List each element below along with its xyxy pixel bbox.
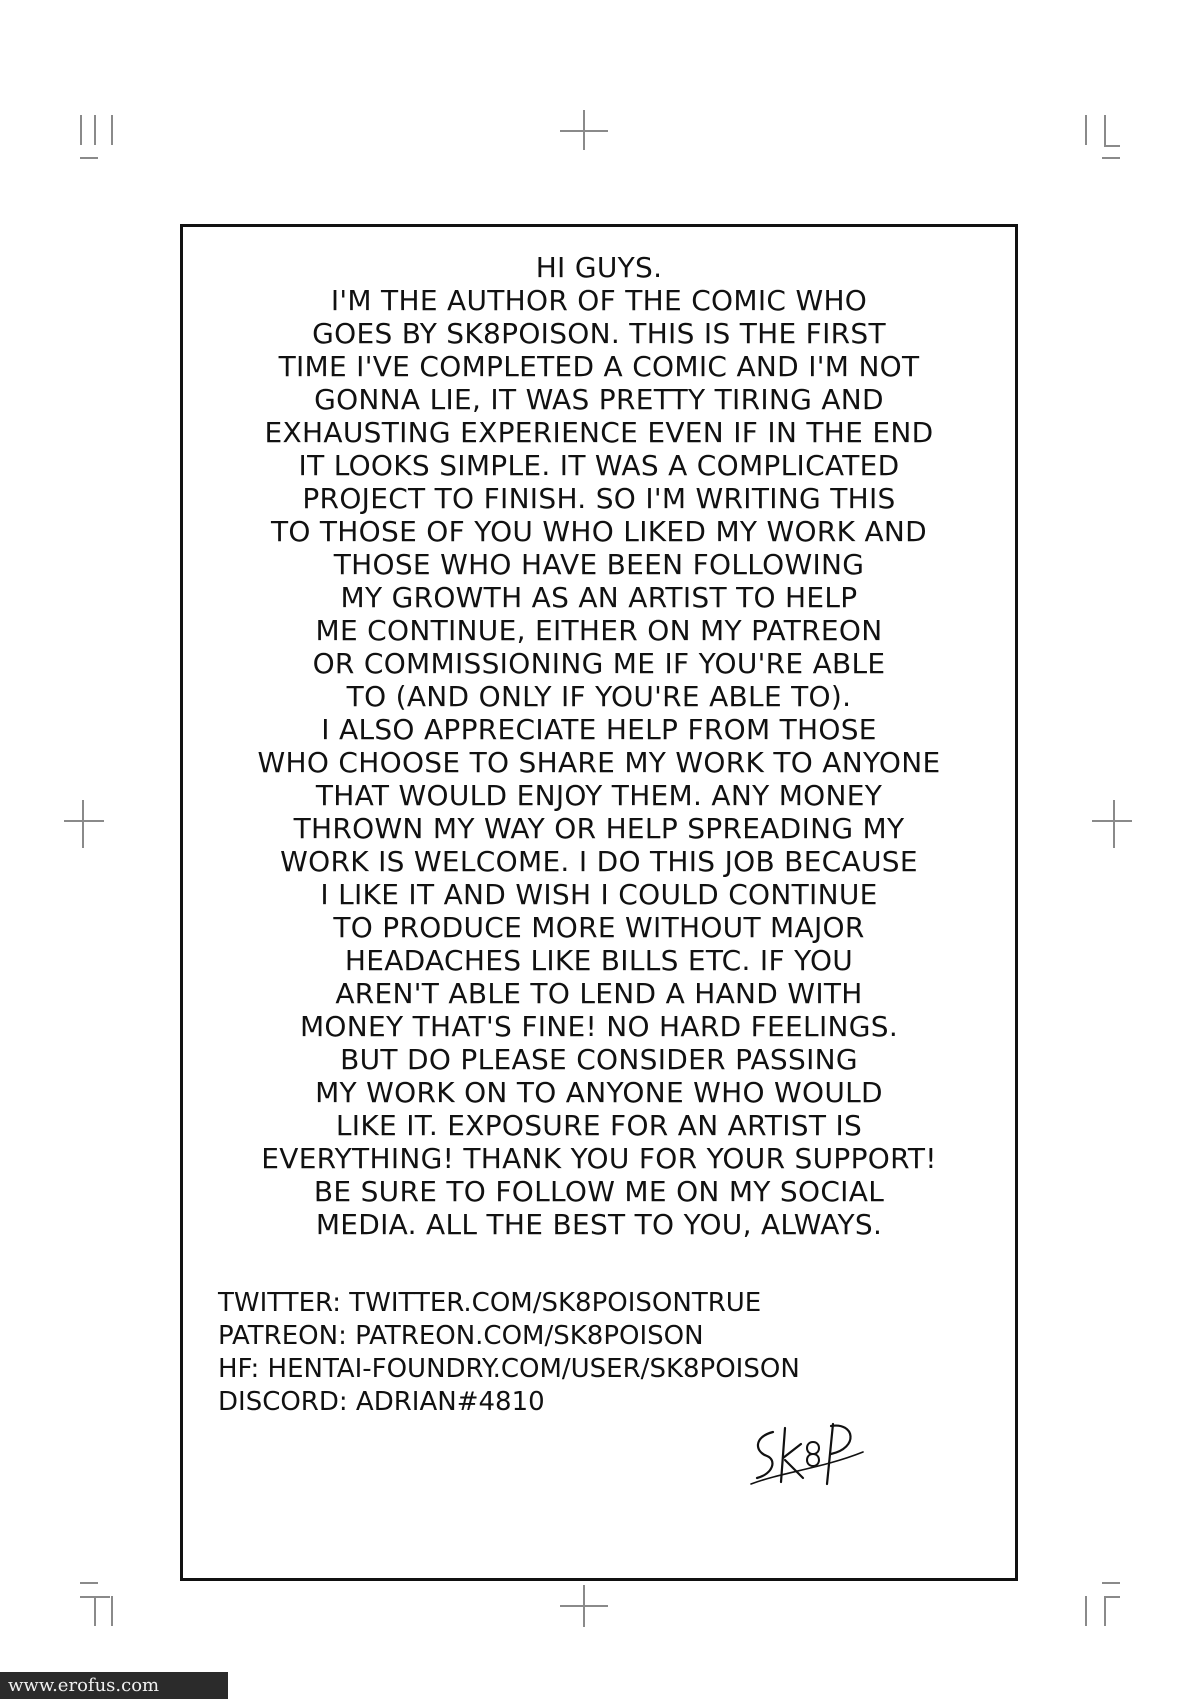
watermark-text[interactable]: www.erofus.com	[8, 1675, 160, 1696]
message-line: OR COMMISSIONING ME IF YOU'RE ABLE	[312, 647, 886, 680]
message-line: I ALSO APPRECIATE HELP FROM THOSE	[321, 713, 877, 746]
message-line: GONNA LIE, IT WAS PRETTY TIRING AND	[314, 383, 884, 416]
message-line: MONEY THAT'S FINE! NO HARD FEELINGS.	[299, 1010, 899, 1043]
watermark-bar	[0, 1672, 228, 1699]
message-line: TIME I'VE COMPLETED A COMIC AND I'M NOT	[278, 350, 920, 383]
message-line: TO PRODUCE MORE WITHOUT MAJOR	[333, 911, 865, 944]
message-line: THROWN MY WAY OR HELP SPREADING MY	[293, 812, 905, 845]
social-links	[218, 1287, 800, 1419]
message-line: THOSE WHO HAVE BEEN FOLLOWING	[333, 548, 865, 581]
message-line: LIKE IT. EXPOSURE FOR AN ARTIST IS	[335, 1109, 863, 1142]
message-line: PROJECT TO FINISH. SO I'M WRITING THIS	[302, 482, 896, 515]
message-line: ME CONTINUE, EITHER ON MY PATREON	[315, 614, 883, 647]
message-line: BUT DO PLEASE CONSIDER PASSING	[340, 1043, 858, 1076]
message-line: I'M THE AUTHOR OF THE COMIC WHO	[330, 284, 868, 317]
message-line: GOES BY SK8POISON. THIS IS THE FIRST	[312, 317, 886, 350]
message-line: HEADACHES LIKE BILLS ETC. IF YOU	[344, 944, 854, 977]
signature-image	[743, 1412, 873, 1492]
message-line: EVERYTHING! THANK YOU FOR YOUR SUPPORT!	[261, 1142, 937, 1175]
hf-link[interactable]: HF: HENTAI-FOUNDRY.COM/USER/SK8POISON	[218, 1354, 800, 1384]
message-line: MEDIA. ALL THE BEST TO YOU, ALWAYS.	[315, 1208, 883, 1241]
message-line: I LIKE IT AND WISH I COULD CONTINUE	[320, 878, 878, 911]
message-line: EXHAUSTING EXPERIENCE EVEN IF IN THE END	[264, 416, 934, 449]
message-line: WHO CHOOSE TO SHARE MY WORK TO ANYONE	[257, 746, 941, 779]
twitter-link[interactable]: TWITTER: TWITTER.COM/SK8POISONTRUE	[218, 1288, 762, 1318]
message-line: WORK IS WELCOME. I DO THIS JOB BECAUSE	[280, 845, 918, 878]
message-line: TO (AND ONLY IF YOU'RE ABLE TO).	[346, 680, 852, 713]
message-line: TO THOSE OF YOU WHO LIKED MY WORK AND	[270, 515, 928, 548]
message-line: HI GUYS.	[535, 251, 663, 284]
message-line: BE SURE TO FOLLOW ME ON MY SOCIAL	[313, 1175, 885, 1208]
message-line: IT LOOKS SIMPLE. IT WAS A COMPLICATED	[298, 449, 900, 482]
patreon-link[interactable]: PATREON: PATREON.COM/SK8POISON	[218, 1321, 704, 1351]
message-line: THAT WOULD ENJOY THEM. ANY MONEY	[315, 779, 883, 812]
message-line: MY GROWTH AS AN ARTIST TO HELP	[340, 581, 858, 614]
message-line: MY WORK ON TO ANYONE WHO WOULD	[315, 1076, 883, 1109]
message-panel	[180, 224, 1018, 1581]
author-message	[183, 251, 1015, 1241]
discord-handle: DISCORD: ADRIAN#4810	[218, 1387, 545, 1417]
message-line: AREN'T ABLE TO LEND A HAND WITH	[335, 977, 863, 1010]
